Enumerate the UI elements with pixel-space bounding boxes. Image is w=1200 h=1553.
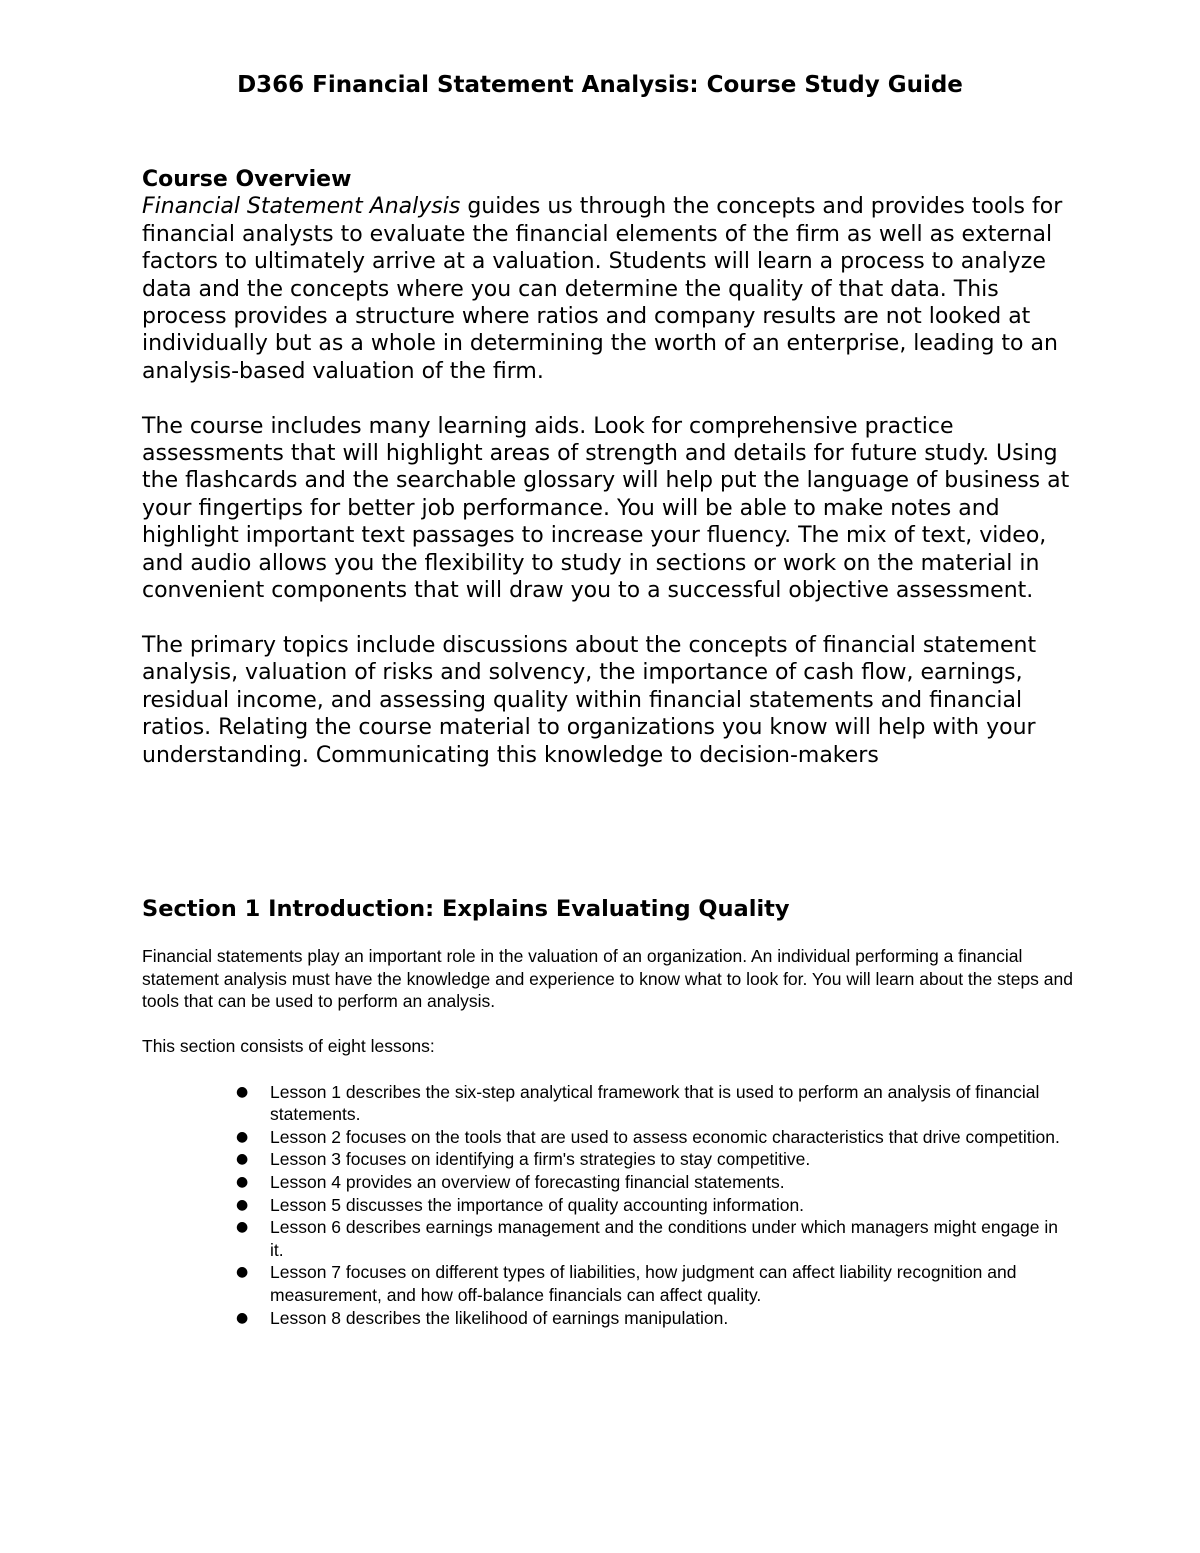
section-1-lessons-intro: This section consists of eight lessons: <box>142 1036 435 1057</box>
lesson-item <box>236 1216 1070 1261</box>
overview-paragraph-2: The course includes many learning aids. Look for comprehensive practice assessments that will highlight areas of strength and details for future study. Using the flashcards and the searchable glossary will help put the language of business at your fingertips for better job performance. You will be able to make notes and highlight important text passages to increase your fluency. The mix of text, video, and audio allows you the flexibility to study in sections or work on the material in convenient components that will draw you to a successful objective assessment. <box>142 413 1070 604</box>
lesson-text: Lesson 6 describes earnings management and the conditions under which managers might engage in it. <box>270 1217 1058 1260</box>
overview-paragraph-1 <box>142 193 1082 385</box>
lesson-text: Lesson 4 provides an overview of forecasting financial statements. <box>270 1171 785 1192</box>
section-1-heading: Section 1 Introduction: Explains Evaluating Quality <box>142 896 790 922</box>
lesson-item <box>236 1081 1070 1126</box>
bullet-icon: ● <box>236 1151 249 1168</box>
lesson-text: Lesson 5 discusses the importance of quality accounting information. <box>270 1194 805 1215</box>
lesson-text: Lesson 8 describes the likelihood of earnings manipulation. <box>270 1307 729 1328</box>
bullet-icon: ● <box>236 1196 249 1213</box>
bullet-icon: ● <box>236 1083 249 1100</box>
lessons-list <box>142 1081 1070 1330</box>
bullet-icon: ● <box>236 1173 249 1190</box>
section-1-intro: Financial statements play an important role in the valuation of an organization. An individual performing a financial statement analysis must have the knowledge and experience to know what to look for. You will learn about the steps and tools that can be used to perform an analysis. <box>142 946 1073 1012</box>
lesson-text: Lesson 3 focuses on identifying a firm's strategies to stay competitive. <box>270 1149 811 1170</box>
bullet-icon: ● <box>236 1219 249 1236</box>
course-overview-section <box>142 166 1082 796</box>
lesson-item <box>236 1148 1070 1171</box>
bullet-icon: ● <box>236 1128 249 1145</box>
lesson-item <box>236 1194 1070 1217</box>
lesson-item <box>236 1261 1070 1306</box>
lesson-item <box>236 1307 1070 1330</box>
bullet-icon: ● <box>236 1264 249 1281</box>
document-title: D366 Financial Statement Analysis: Course Study Guide <box>237 72 963 98</box>
lesson-item <box>236 1171 1070 1194</box>
section-1-body <box>142 945 1082 1329</box>
lesson-item <box>236 1126 1070 1149</box>
bullet-icon: ● <box>236 1309 249 1326</box>
course-name-italic: Financial Statement Analysis <box>142 194 461 220</box>
overview-paragraph-1-text: guides us through the concepts and provides tools for financial analysts to evaluate the financial elements of the firm as well as external factors to ultimately arrive at a valuation. Students will learn a process to analyze data and the concepts where you can determine the quality of that data. This process provides a structure where ratios and company results are not looked at individually but as a whole in determining the worth of an enterprise, leading to an analysis-based valuation of the firm. <box>142 194 1063 384</box>
lesson-text: Lesson 2 focuses on the tools that are used to assess economic characteristics that drive competition. <box>270 1126 1060 1147</box>
overview-paragraph-3: The primary topics include discussions about the concepts of financial statement analysis, valuation of risks and solvency, the importance of cash flow, earnings, residual income, and assessing quality within financial statements and financial ratios. Relating the course material to organizations you know will help with your understanding. Communicating this knowledge to decision-makers <box>142 632 1037 768</box>
course-overview-heading: Course Overview <box>142 167 352 192</box>
lesson-text: Lesson 1 describes the six-step analytical framework that is used to perform an analysis of financial statements. <box>270 1081 1040 1125</box>
lesson-text: Lesson 7 focuses on different types of liabilities, how judgment can affect liability recognition and measurement, and how off-balance financials can affect quality. <box>270 1262 1017 1305</box>
